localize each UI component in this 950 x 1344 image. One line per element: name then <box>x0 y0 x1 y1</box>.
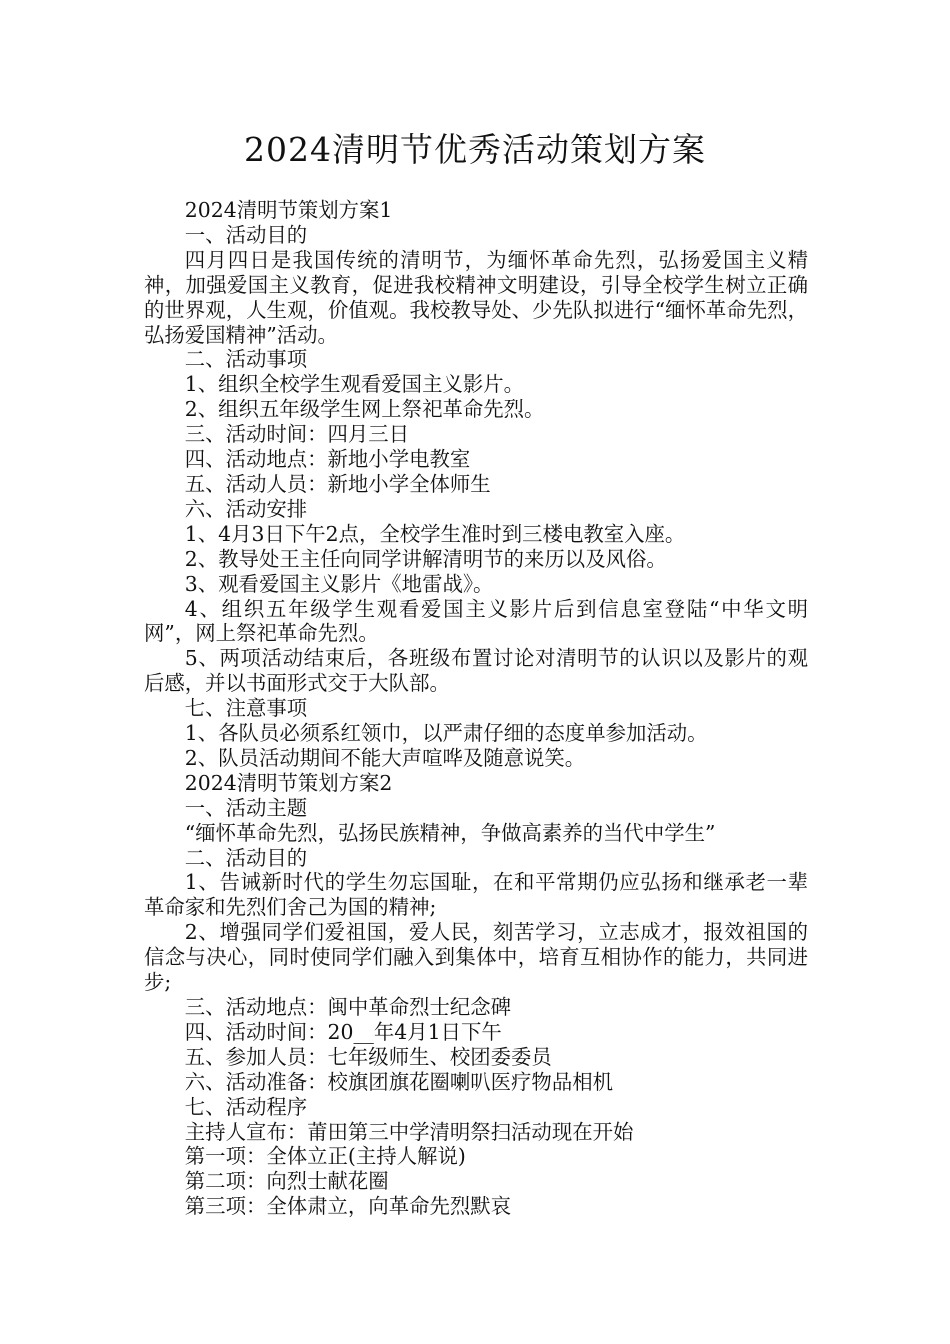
paragraph: 1、告诫新时代的学生勿忘国耻，在和平常期仍应弘扬和继承老一辈革命家和先烈们舍己为国的精神; <box>144 870 808 920</box>
document-title: 2024清明节优秀活动策划方案 <box>244 130 706 169</box>
paragraph: 5、两项活动结束后，各班级布置讨论对清明节的认识以及影片的观后感，并以书面形式交于大队部。 <box>144 646 808 696</box>
paragraph: 三、活动地点：闽中革命烈士纪念碑 <box>184 995 512 1019</box>
paragraph: 四、活动地点：新地小学电教室 <box>184 447 471 472</box>
paragraph: 第三项：全体肃立，向革命先烈默哀 <box>184 1194 512 1219</box>
paragraph: 2024清明节策划方案1 <box>184 198 393 222</box>
paragraph: 2、教导处王主任向同学讲解清明节的来历以及风俗。 <box>184 546 667 571</box>
paragraph: 三、活动时间：四月三日 <box>184 422 410 447</box>
document-body <box>144 198 808 1219</box>
paragraph: 3、观看爱国主义影片《地雷战》。 <box>184 571 494 596</box>
paragraph: 二、活动事项 <box>184 347 308 372</box>
paragraph: 一、活动主题 <box>184 795 308 820</box>
paragraph: 2024清明节策划方案2 <box>184 770 393 795</box>
paragraph: 二、活动目的 <box>184 845 308 870</box>
paragraph: 4、组织五年级学生观看爱国主义影片后到信息室登陆“中华文明网”，网上祭祀革命先烈。 <box>144 596 808 646</box>
paragraph: “缅怀革命先烈，弘扬民族精神，争做高素养的当代中学生” <box>184 820 716 845</box>
paragraph: 五、参加人员：七年级师生、校团委委员 <box>184 1044 552 1069</box>
paragraph: 四月四日是我国传统的清明节，为缅怀革命先烈，弘扬爱国主义精神，加强爱国主义教育，促进我校精神文明建设，引导全校学生树立正确的世界观，人生观，价值观。我校教导处、少先队拟进行“缅怀革命先烈，弘扬爱国精神”活动。 <box>144 247 808 347</box>
paragraph: 2、增强同学们爱祖国，爱人民，刻苦学习，立志成才，报效祖国的信念与决心，同时使同学们融入到集体中，培育互相协作的能力，共同进步; <box>144 920 808 995</box>
paragraph: 六、活动安排 <box>184 496 308 521</box>
paragraph: 七、活动程序 <box>184 1094 308 1119</box>
paragraph: 1、组织全校学生观看爱国主义影片。 <box>184 372 525 397</box>
paragraph: 2、队员活动期间不能大声喧哗及随意说笑。 <box>184 745 586 770</box>
paragraph: 1、各队员必须系红领巾，以严肃仔细的态度单参加活动。 <box>184 721 708 746</box>
paragraph: 五、活动人员：新地小学全体师生 <box>184 471 491 496</box>
paragraph: 第二项：向烈士献花圈 <box>184 1169 389 1194</box>
paragraph: 一、活动目的 <box>184 222 308 247</box>
paragraph: 四、活动时间：20__年4月1日下午 <box>184 1019 502 1044</box>
paragraph: 第一项：全体立正(主持人解说) <box>184 1144 466 1169</box>
paragraph: 七、注意事项 <box>184 696 308 721</box>
paragraph: 主持人宣布：莆田第三中学清明祭扫活动现在开始 <box>184 1119 634 1144</box>
paragraph: 六、活动准备：校旗团旗花圈喇叭医疗物品相机 <box>184 1069 613 1094</box>
paragraph: 1、4月3日下午2点，全校学生准时到三楼电教室入座。 <box>184 521 686 546</box>
paragraph: 2、组织五年级学生网上祭祀革命先烈。 <box>184 397 545 422</box>
